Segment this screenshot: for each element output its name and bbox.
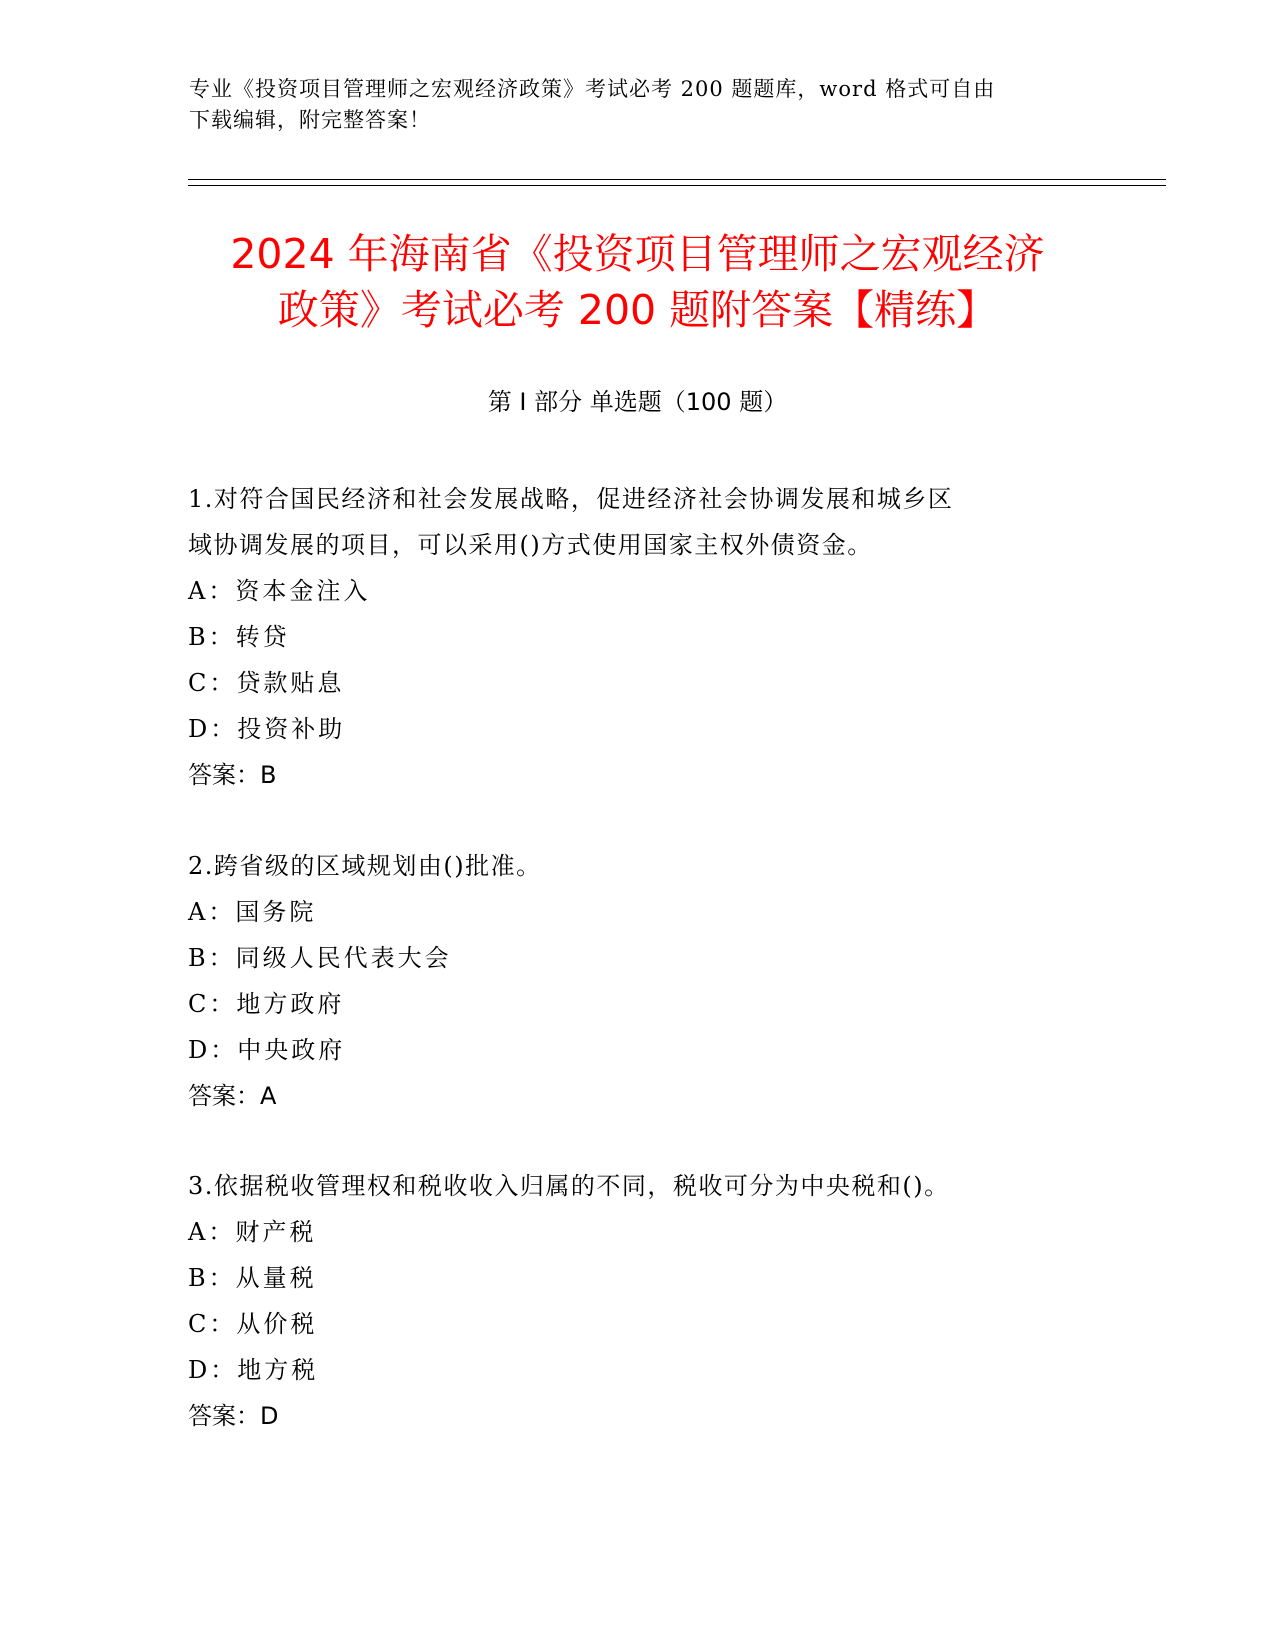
header-note-line-1: 专业《投资项目管理师之宏观经济政策》考试必考 200 题题库，word 格式可自由 [189, 77, 996, 101]
question-stem-line-1: 2.跨省级的区域规划由()批准。 [188, 852, 542, 880]
header-divider-bottom [188, 185, 1166, 186]
header-divider-top [188, 179, 1166, 180]
answer: 答案：D [188, 1402, 279, 1430]
header-note-line-2: 下载编辑，附完整答案！ [189, 108, 431, 132]
question-1 [188, 476, 1088, 798]
question-2 [188, 843, 1088, 1119]
answer: 答案：B [188, 761, 277, 789]
option-c: C：贷款贴息 [188, 669, 345, 697]
option-c: C：地方政府 [188, 990, 345, 1018]
section-heading: 第 I 部分 单选题（100 题） [487, 388, 788, 416]
option-c: C：从价税 [188, 1310, 318, 1338]
option-b: B：转贷 [188, 623, 290, 651]
document-title [160, 226, 1115, 338]
option-a: A：国务院 [188, 898, 317, 926]
question-stem-line-2: 域协调发展的项目，可以采用()方式使用国家主权外债资金。 [188, 531, 873, 559]
question-stem-line-1: 3.依据税收管理权和税收收入归属的不同，税收可分为中央税和()。 [188, 1172, 950, 1200]
document-title-line-1: 2024 年海南省《投资项目管理师之宏观经济 [230, 230, 1045, 278]
question-stem [188, 1163, 1088, 1209]
document-title-line-2: 政策》考试必考 200 题附答案【精练】 [277, 286, 998, 334]
option-b: B：同级人民代表大会 [188, 944, 452, 972]
header-note [189, 74, 1089, 136]
question-stem [188, 843, 1088, 889]
question-stem-line-1: 1.对符合国民经济和社会发展战略，促进经济社会协调发展和城乡区 [188, 485, 954, 513]
option-a: A：资本金注入 [188, 577, 371, 605]
option-d: D：地方税 [188, 1356, 319, 1384]
option-a: A：财产税 [188, 1218, 317, 1246]
option-d: D：投资补助 [188, 715, 346, 743]
option-b: B：从量税 [188, 1264, 317, 1292]
question-3 [188, 1163, 1088, 1439]
option-d: D：中央政府 [188, 1036, 346, 1064]
question-stem [188, 476, 1088, 568]
answer: 答案：A [188, 1082, 277, 1110]
